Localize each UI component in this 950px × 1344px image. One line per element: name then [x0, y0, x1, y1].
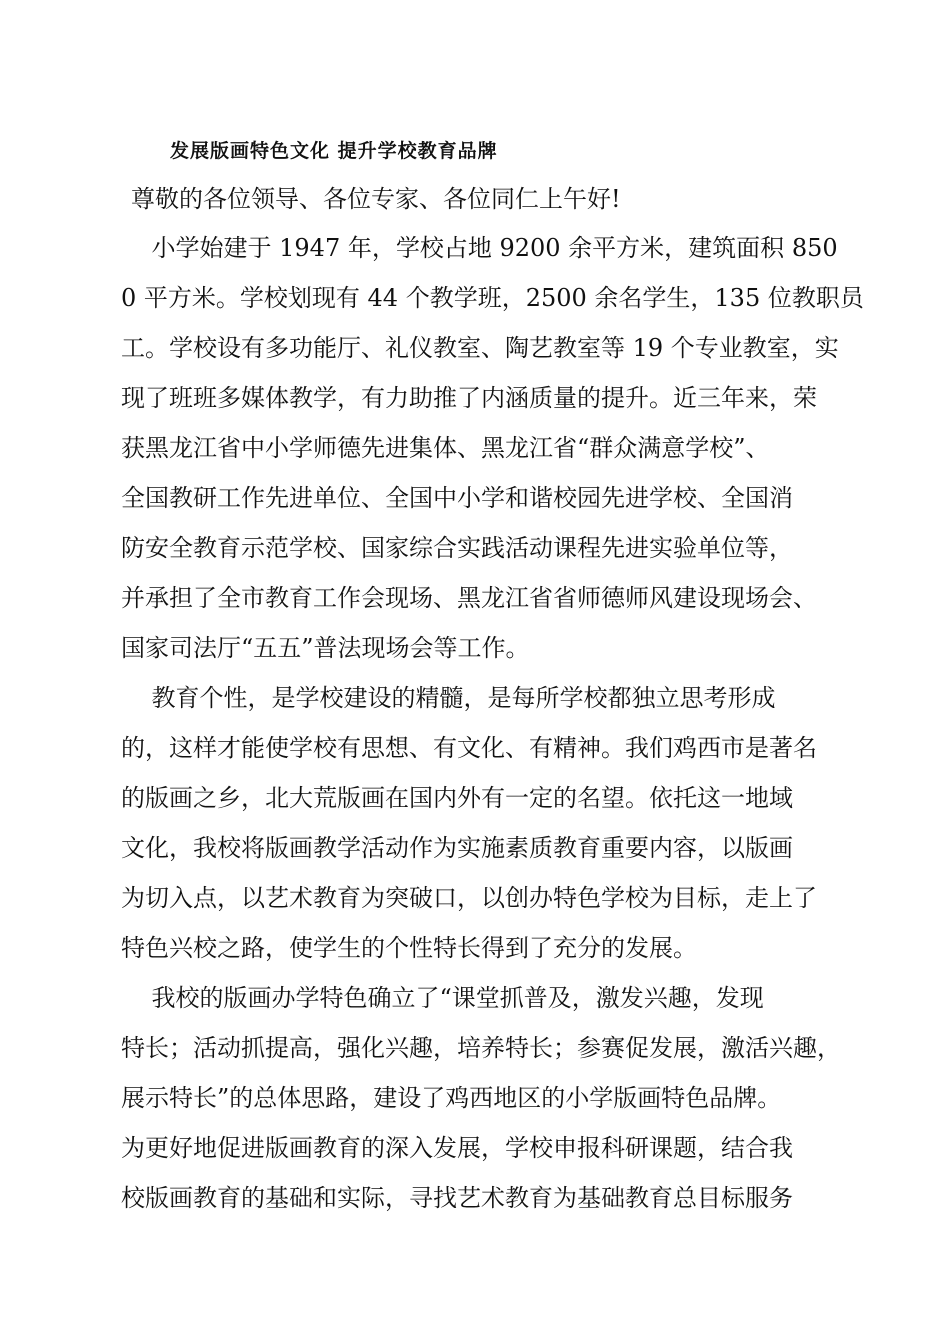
paragraph-line: 文化，我校将版画教学活动作为实施素质教育重要内容，以版画: [121, 834, 793, 862]
paragraph-line: 为更好地促进版画教育的深入发展，学校申报科研课题，结合我: [121, 1134, 793, 1162]
paragraph-line: 我校的版画办学特色确立了“课堂抓普及，激发兴趣，发现: [121, 984, 764, 1012]
paragraph-line: 的版画之乡，北大荒版画在国内外有一定的名望。依托这一地域: [121, 784, 793, 812]
paragraph-line: 并承担了全市教育工作会现场、黑龙江省省师德师风建设现场会、: [121, 584, 817, 612]
paragraph-line: 现了班班多媒体教学，有力助推了内涵质量的提升。近三年来，荣: [121, 384, 817, 412]
paragraph-line: 校版画教育的基础和实际，寻找艺术教育为基础教育总目标服务: [121, 1184, 793, 1212]
paragraph-line: 展示特长”的总体思路，建设了鸡西地区的小学版画特色品牌。: [121, 1084, 782, 1112]
greeting-line: 尊敬的各位领导、各位专家、各位同仁上午好!: [131, 185, 621, 213]
paragraph-line: 小学始建于 1947 年，学校占地 9200 余平方米，建筑面积 850: [121, 234, 838, 262]
paragraph-line: 获黑龙江省中小学师德先进集体、黑龙江省“群众满意学校”、: [121, 434, 770, 462]
document-title: 发展版画特色文化 提升学校教育品牌: [170, 140, 498, 162]
paragraph-line: 特色兴校之路，使学生的个性特长得到了充分的发展。: [121, 934, 697, 962]
paragraph-line: 的，这样才能使学校有思想、有文化、有精神。我们鸡西市是著名: [121, 734, 817, 762]
paragraph-line: 工。学校设有多功能厅、礼仪教室、陶艺教室等 19 个专业教室，实: [121, 334, 839, 362]
paragraph-line: 国家司法厅“五五”普法现场会等工作。: [121, 634, 530, 662]
paragraph-line: 为切入点，以艺术教育为突破口，以创办特色学校为目标，走上了: [121, 884, 817, 912]
paragraph-line: 全国教研工作先进单位、全国中小学和谐校园先进学校、全国消: [121, 484, 793, 512]
paragraph-line: 教育个性，是学校建设的精髓，是每所学校都独立思考形成: [121, 684, 776, 712]
paragraph-line: 0 平方米。学校划现有 44 个教学班，2500 余名学生，135 位教职员: [121, 284, 864, 312]
paragraph-line: 防安全教育示范学校、国家综合实践活动课程先进实验单位等，: [121, 534, 793, 562]
paragraph-line: 特长；活动抓提高，强化兴趣，培养特长；参赛促发展，激活兴趣，: [121, 1034, 841, 1062]
